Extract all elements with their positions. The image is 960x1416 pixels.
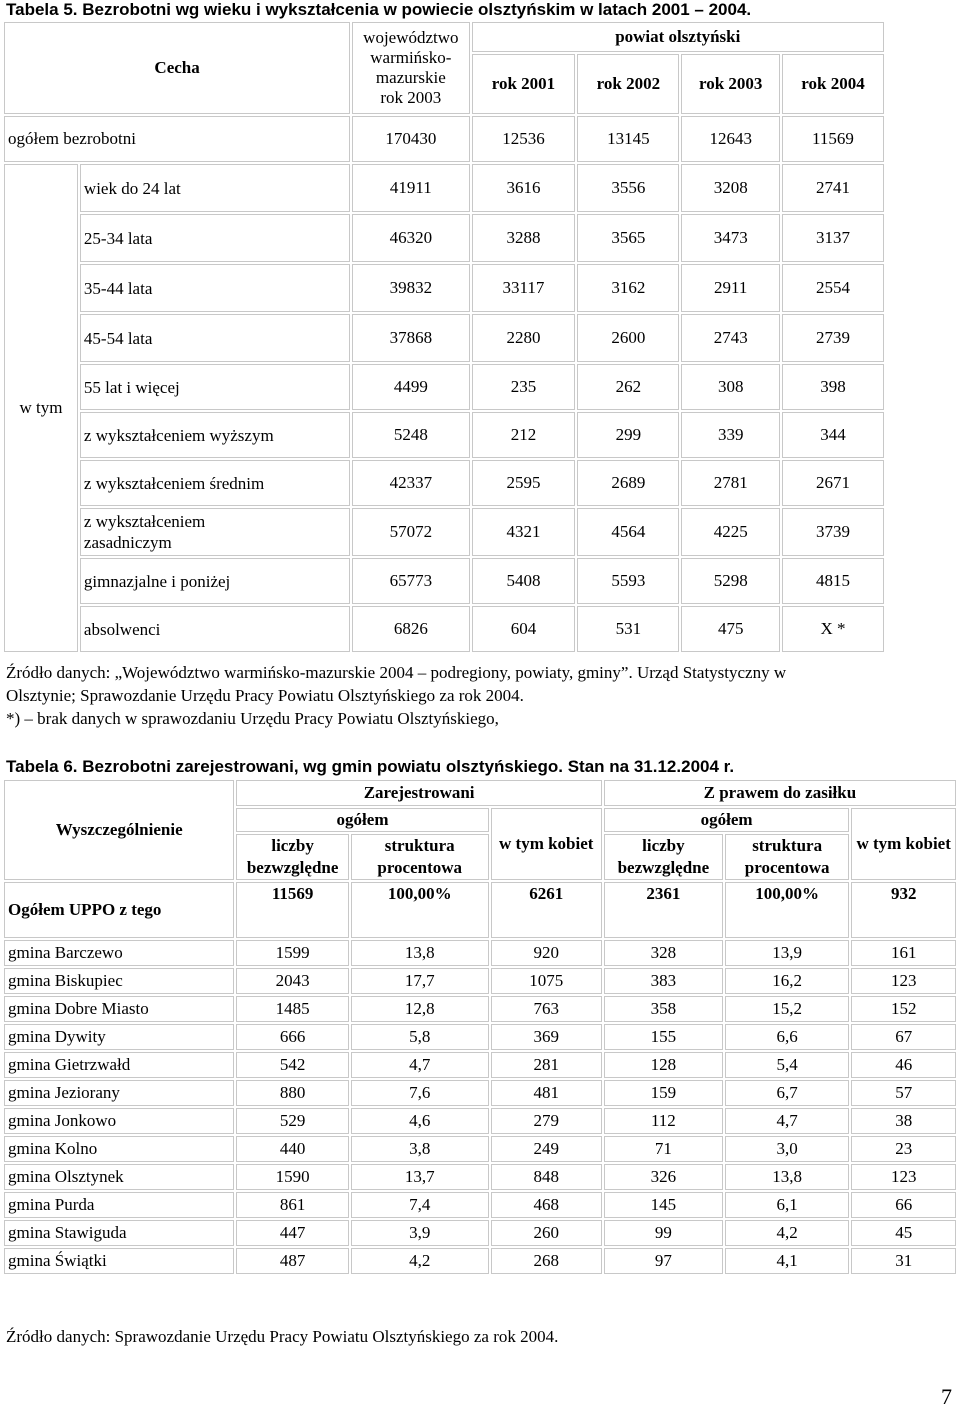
value-cell: 46 <box>851 1052 956 1078</box>
value-cell: 3565 <box>577 214 679 262</box>
table5-row <box>4 508 884 556</box>
value-cell: 5408 <box>472 558 576 604</box>
value-cell: 23 <box>851 1136 956 1162</box>
value-cell: 67 <box>851 1024 956 1050</box>
table5-title: Tabela 5. Bezrobotni wg wieku i wykształcenia w powiecie olsztyńskim w latach 2001 – 2004. <box>6 0 752 19</box>
total-label: Ogółem UPPO z tego <box>4 882 234 938</box>
table5-row <box>4 558 884 604</box>
value-cell: 249 <box>491 1136 602 1162</box>
value-cell: 100,00% <box>351 882 489 938</box>
value-cell: 3162 <box>577 264 679 312</box>
value-cell: 3,0 <box>725 1136 849 1162</box>
year-header: rok 2002 <box>577 54 679 114</box>
value-cell: 487 <box>236 1248 348 1274</box>
table6-row <box>4 1080 956 1106</box>
value-cell: 3208 <box>681 164 780 212</box>
value-cell: 2600 <box>577 314 679 362</box>
year-header: rok 2003 <box>681 54 780 114</box>
table6-row <box>4 1164 956 1190</box>
gmina-label: gmina Biskupiec <box>4 968 234 994</box>
table6-source: Źródło danych: Sprawozdanie Urzędu Pracy Powiatu Olsztyńskiego za rok 2004. <box>6 1327 559 1346</box>
value-cell: 279 <box>491 1108 602 1134</box>
value-cell: 481 <box>491 1080 602 1106</box>
value-cell: 4,1 <box>725 1248 849 1274</box>
w-tym-label: w tym <box>4 164 78 652</box>
zasilek-header: Z prawem do zasiłku <box>604 780 956 806</box>
value-cell: 5298 <box>681 558 780 604</box>
table6-row <box>4 1220 956 1246</box>
table5-row <box>4 460 884 506</box>
powiat-header: powiat olsztyński <box>472 22 884 52</box>
value-cell: 666 <box>236 1024 348 1050</box>
value-cell: 57 <box>851 1080 956 1106</box>
value-cell: 529 <box>236 1108 348 1134</box>
value-cell: 11569 <box>236 882 348 938</box>
value-cell: 12,8 <box>351 996 489 1022</box>
value-cell: 33117 <box>472 264 576 312</box>
value-cell: X * <box>782 606 884 652</box>
table5-row <box>4 164 884 212</box>
value-cell: 13,9 <box>725 940 849 966</box>
table6-row <box>4 1248 956 1274</box>
value-cell: 5,4 <box>725 1052 849 1078</box>
ogolem-subheader: ogółem <box>236 808 488 832</box>
ogolem-subheader: ogółem <box>604 808 850 832</box>
year-header: rok 2004 <box>782 54 884 114</box>
value-cell: 398 <box>782 364 884 410</box>
table6-row <box>4 1052 956 1078</box>
value-cell: 152 <box>851 996 956 1022</box>
value-cell: 5248 <box>352 412 469 458</box>
kobiet-header: w tym kobiet <box>491 808 602 880</box>
row-label: wiek do 24 lat <box>80 164 350 212</box>
value-cell: 328 <box>604 940 723 966</box>
value-cell: 3288 <box>472 214 576 262</box>
table5-row <box>4 412 884 458</box>
value-cell: 932 <box>851 882 956 938</box>
value-cell: 12536 <box>472 116 576 162</box>
value-cell: 4815 <box>782 558 884 604</box>
value-cell: 1599 <box>236 940 348 966</box>
value-cell: 4,2 <box>725 1220 849 1246</box>
row-label: z wykształceniem zasadniczym <box>80 508 350 556</box>
row-label: gimnazjalne i poniżej <box>80 558 350 604</box>
wojewodztwo-header: województwo warmińsko-mazurskie rok 2003 <box>352 22 469 114</box>
table5 <box>2 20 886 654</box>
value-cell: 848 <box>491 1164 602 1190</box>
value-cell: 3137 <box>782 214 884 262</box>
value-cell: 46320 <box>352 214 469 262</box>
value-cell: 66 <box>851 1192 956 1218</box>
table6-row <box>4 940 956 966</box>
value-cell: 159 <box>604 1080 723 1106</box>
value-cell: 99 <box>604 1220 723 1246</box>
value-cell: 920 <box>491 940 602 966</box>
value-cell: 16,2 <box>725 968 849 994</box>
value-cell: 344 <box>782 412 884 458</box>
kobiet-header: w tym kobiet <box>851 808 956 880</box>
gmina-label: gmina Dobre Miasto <box>4 996 234 1022</box>
page-number: 7 <box>941 1384 952 1409</box>
value-cell: 2743 <box>681 314 780 362</box>
liczby-header: liczby bezwzględne <box>604 834 723 880</box>
value-cell: 11569 <box>782 116 884 162</box>
row-label: z wykształceniem wyższym <box>80 412 350 458</box>
value-cell: 2595 <box>472 460 576 506</box>
value-cell: 123 <box>851 1164 956 1190</box>
value-cell: 7,4 <box>351 1192 489 1218</box>
table6-row <box>4 1136 956 1162</box>
value-cell: 2361 <box>604 882 723 938</box>
value-cell: 17,7 <box>351 968 489 994</box>
value-cell: 3616 <box>472 164 576 212</box>
value-cell: 1590 <box>236 1164 348 1190</box>
value-cell: 37868 <box>352 314 469 362</box>
value-cell: 440 <box>236 1136 348 1162</box>
value-cell: 4,2 <box>351 1248 489 1274</box>
gmina-label: gmina Gietrzwałd <box>4 1052 234 1078</box>
struktura-header: struktura procentowa <box>351 834 489 880</box>
struktura-header: struktura procentowa <box>725 834 849 880</box>
value-cell: 212 <box>472 412 576 458</box>
value-cell: 13145 <box>577 116 679 162</box>
value-cell: 383 <box>604 968 723 994</box>
row-label: 35-44 lata <box>80 264 350 312</box>
value-cell: 6,1 <box>725 1192 849 1218</box>
value-cell: 6261 <box>491 882 602 938</box>
value-cell: 6826 <box>352 606 469 652</box>
value-cell: 3473 <box>681 214 780 262</box>
value-cell: 112 <box>604 1108 723 1134</box>
value-cell: 170430 <box>352 116 469 162</box>
table5-row <box>4 314 884 362</box>
value-cell: 97 <box>604 1248 723 1274</box>
value-cell: 5,8 <box>351 1024 489 1050</box>
table6-row <box>4 1108 956 1134</box>
value-cell: 763 <box>491 996 602 1022</box>
value-cell: 13,8 <box>725 1164 849 1190</box>
value-cell: 15,2 <box>725 996 849 1022</box>
value-cell: 6,6 <box>725 1024 849 1050</box>
row-label: absolwenci <box>80 606 350 652</box>
value-cell: 31 <box>851 1248 956 1274</box>
value-cell: 4,6 <box>351 1108 489 1134</box>
row-label: 25-34 lata <box>80 214 350 262</box>
value-cell: 2043 <box>236 968 348 994</box>
value-cell: 281 <box>491 1052 602 1078</box>
value-cell: 100,00% <box>725 882 849 938</box>
table5-footnote: *) – brak danych w sprawozdaniu Urzędu Pracy Powiatu Olsztyńskiego, <box>6 709 499 728</box>
value-cell: 262 <box>577 364 679 410</box>
value-cell: 2689 <box>577 460 679 506</box>
value-cell: 326 <box>604 1164 723 1190</box>
row-label: z wykształceniem średnim <box>80 460 350 506</box>
value-cell: 42337 <box>352 460 469 506</box>
value-cell: 155 <box>604 1024 723 1050</box>
value-cell: 161 <box>851 940 956 966</box>
cecha-header: Cecha <box>4 22 350 114</box>
value-cell: 4225 <box>681 508 780 556</box>
table6-row <box>4 1024 956 1050</box>
table6-row <box>4 996 956 1022</box>
value-cell: 13,7 <box>351 1164 489 1190</box>
value-cell: 4,7 <box>351 1052 489 1078</box>
value-cell: 45 <box>851 1220 956 1246</box>
value-cell: 57072 <box>352 508 469 556</box>
year-header: rok 2001 <box>472 54 576 114</box>
value-cell: 12643 <box>681 116 780 162</box>
table5-source-line2: Olsztynie; Sprawozdanie Urzędu Pracy Powiatu Olsztyńskiego za rok 2004. <box>6 686 524 705</box>
gmina-label: gmina Barczewo <box>4 940 234 966</box>
value-cell: 542 <box>236 1052 348 1078</box>
value-cell: 4321 <box>472 508 576 556</box>
value-cell: 38 <box>851 1108 956 1134</box>
value-cell: 299 <box>577 412 679 458</box>
row-label: 45-54 lata <box>80 314 350 362</box>
gmina-label: gmina Świątki <box>4 1248 234 1274</box>
value-cell: 123 <box>851 968 956 994</box>
value-cell: 358 <box>604 996 723 1022</box>
value-cell: 128 <box>604 1052 723 1078</box>
value-cell: 475 <box>681 606 780 652</box>
ogolem-label: ogółem bezrobotni <box>4 116 350 162</box>
value-cell: 3739 <box>782 508 884 556</box>
value-cell: 2781 <box>681 460 780 506</box>
value-cell: 468 <box>491 1192 602 1218</box>
table6-row <box>4 968 956 994</box>
value-cell: 531 <box>577 606 679 652</box>
value-cell: 7,6 <box>351 1080 489 1106</box>
value-cell: 5593 <box>577 558 679 604</box>
value-cell: 6,7 <box>725 1080 849 1106</box>
table6-row <box>4 1192 956 1218</box>
value-cell: 2671 <box>782 460 884 506</box>
value-cell: 268 <box>491 1248 602 1274</box>
value-cell: 13,8 <box>351 940 489 966</box>
value-cell: 41911 <box>352 164 469 212</box>
zarejestrowani-header: Zarejestrowani <box>236 780 601 806</box>
gmina-label: gmina Olsztynek <box>4 1164 234 1190</box>
value-cell: 2911 <box>681 264 780 312</box>
value-cell: 308 <box>681 364 780 410</box>
value-cell: 3556 <box>577 164 679 212</box>
value-cell: 339 <box>681 412 780 458</box>
value-cell: 2554 <box>782 264 884 312</box>
wyszczegolnienie-header: Wyszczególnienie <box>4 780 234 880</box>
value-cell: 4,7 <box>725 1108 849 1134</box>
row-label: 55 lat i więcej <box>80 364 350 410</box>
gmina-label: gmina Jonkowo <box>4 1108 234 1134</box>
value-cell: 4499 <box>352 364 469 410</box>
table5-row <box>4 214 884 262</box>
value-cell: 2739 <box>782 314 884 362</box>
gmina-label: gmina Jeziorany <box>4 1080 234 1106</box>
value-cell: 369 <box>491 1024 602 1050</box>
value-cell: 861 <box>236 1192 348 1218</box>
gmina-label: gmina Kolno <box>4 1136 234 1162</box>
value-cell: 2280 <box>472 314 576 362</box>
table6 <box>2 778 958 1276</box>
table6-title: Tabela 6. Bezrobotni zarejestrowani, wg gmin powiatu olsztyńskiego. Stan na 31.12.2004 r. <box>6 757 735 776</box>
gmina-label: gmina Dywity <box>4 1024 234 1050</box>
value-cell: 71 <box>604 1136 723 1162</box>
value-cell: 65773 <box>352 558 469 604</box>
value-cell: 235 <box>472 364 576 410</box>
table5-source-line1: Źródło danych: „Województwo warmińsko-mazurskie 2004 – podregiony, powiaty, gminy”. Urząd Statystyczny w <box>6 663 787 682</box>
value-cell: 2741 <box>782 164 884 212</box>
value-cell: 1075 <box>491 968 602 994</box>
table5-row <box>4 606 884 652</box>
liczby-header: liczby bezwzględne <box>236 834 348 880</box>
value-cell: 4564 <box>577 508 679 556</box>
table5-row <box>4 364 884 410</box>
value-cell: 1485 <box>236 996 348 1022</box>
gmina-label: gmina Purda <box>4 1192 234 1218</box>
gmina-label: gmina Stawiguda <box>4 1220 234 1246</box>
table5-row <box>4 264 884 312</box>
value-cell: 880 <box>236 1080 348 1106</box>
value-cell: 3,9 <box>351 1220 489 1246</box>
value-cell: 604 <box>472 606 576 652</box>
value-cell: 447 <box>236 1220 348 1246</box>
value-cell: 145 <box>604 1192 723 1218</box>
value-cell: 3,8 <box>351 1136 489 1162</box>
value-cell: 39832 <box>352 264 469 312</box>
value-cell: 260 <box>491 1220 602 1246</box>
